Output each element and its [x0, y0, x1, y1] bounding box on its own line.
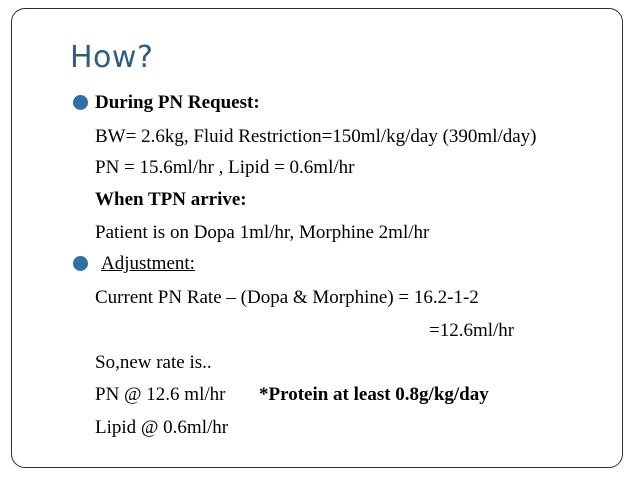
bullet-icon	[73, 256, 88, 271]
pn-lipid-rate-line: PN = 15.6ml/hr , Lipid = 0.6ml/hr	[95, 157, 355, 178]
new-pn-rate-line: PN @ 12.6 ml/hr	[95, 384, 226, 405]
body-weight-line: BW= 2.6kg, Fluid Restriction=150ml/kg/day (390ml/day)	[95, 126, 537, 147]
during-pn-request-heading: During PN Request:	[95, 92, 260, 113]
new-rate-intro: So,new rate is..	[95, 352, 212, 373]
new-lipid-rate-line: Lipid @ 0.6ml/hr	[95, 417, 229, 438]
bullet-icon	[73, 95, 88, 110]
adjustment-heading: Adjustment:	[101, 253, 195, 274]
protein-note: *Protein at least 0.8g/kg/day	[259, 384, 489, 405]
adjusted-rate-result: =12.6ml/hr	[429, 320, 515, 341]
dopa-morphine-line: Patient is on Dopa 1ml/hr, Morphine 2ml/hr	[95, 222, 430, 243]
slide-title: How?	[70, 40, 154, 75]
current-pn-rate-line: Current PN Rate – (Dopa & Morphine) = 16.2-1-2	[95, 287, 479, 308]
tpn-arrive-heading: When TPN arrive:	[95, 189, 247, 210]
